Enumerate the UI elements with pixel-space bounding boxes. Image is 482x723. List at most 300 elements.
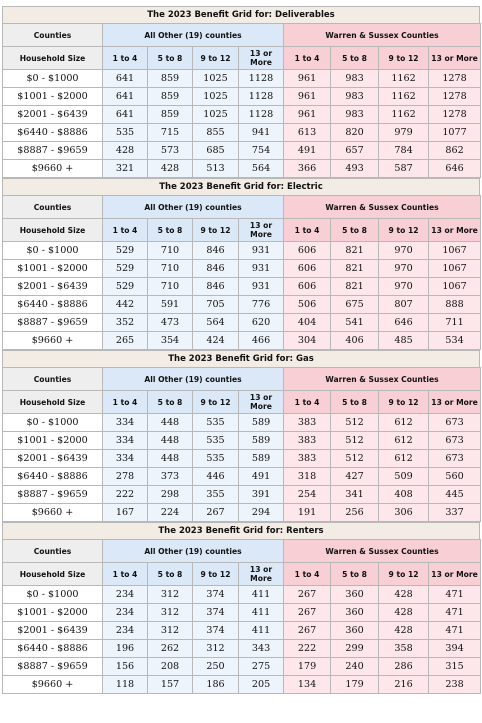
benefit-amount-cell: 222 xyxy=(103,486,148,504)
benefit-amount-cell: 535 xyxy=(193,414,239,432)
benefit-amount-cell: 334 xyxy=(103,414,148,432)
benefit-amount-cell: 196 xyxy=(103,640,148,658)
benefit-amount-cell: 1067 xyxy=(429,260,481,278)
table-row xyxy=(3,278,481,296)
household-size-header: Household Size xyxy=(3,563,103,586)
benefit-amount-cell: 529 xyxy=(103,242,148,260)
table-row xyxy=(3,414,481,432)
size-column-header: 5 to 8 xyxy=(148,47,193,70)
benefit-amount-cell: 254 xyxy=(284,486,331,504)
size-column-header: 9 to 12 xyxy=(193,47,239,70)
benefit-amount-cell: 1025 xyxy=(193,70,239,88)
benefit-amount-cell: 646 xyxy=(429,160,481,178)
benefit-amount-cell: 1077 xyxy=(429,124,481,142)
benefit-amount-cell: 299 xyxy=(331,640,379,658)
income-range-cell: $0 - $1000 xyxy=(3,414,103,432)
benefit-amount-cell: 485 xyxy=(379,332,429,350)
benefit-amount-cell: 298 xyxy=(148,486,193,504)
benefit-amount-cell: 612 xyxy=(379,432,429,450)
income-range-cell: $0 - $1000 xyxy=(3,70,103,88)
benefit-amount-cell: 222 xyxy=(284,640,331,658)
benefit-amount-cell: 360 xyxy=(331,622,379,640)
income-range-cell: $1001 - $2000 xyxy=(3,432,103,450)
counties-header: Counties xyxy=(3,196,103,219)
group-header-all-other: All Other (19) counties xyxy=(103,24,284,47)
benefit-amount-cell: 286 xyxy=(379,658,429,676)
table-row xyxy=(3,160,481,178)
benefit-amount-cell: 366 xyxy=(284,160,331,178)
size-column-header: 9 to 12 xyxy=(379,219,429,242)
benefit-amount-cell: 846 xyxy=(193,278,239,296)
benefit-amount-cell: 606 xyxy=(284,260,331,278)
benefit-amount-cell: 589 xyxy=(239,414,284,432)
benefit-amount-cell: 673 xyxy=(429,432,481,450)
benefit-amount-cell: 591 xyxy=(148,296,193,314)
benefit-amount-cell: 118 xyxy=(103,676,148,694)
benefit-amount-cell: 983 xyxy=(331,106,379,124)
benefit-amount-cell: 710 xyxy=(148,260,193,278)
size-column-header: 1 to 4 xyxy=(284,563,331,586)
benefit-amount-cell: 512 xyxy=(331,450,379,468)
table-row xyxy=(3,314,481,332)
benefit-amount-cell: 512 xyxy=(331,432,379,450)
benefit-amount-cell: 587 xyxy=(379,160,429,178)
benefit-amount-cell: 445 xyxy=(429,486,481,504)
benefit-amount-cell: 641 xyxy=(103,88,148,106)
benefit-amount-cell: 859 xyxy=(148,88,193,106)
benefit-amount-cell: 267 xyxy=(284,586,331,604)
benefit-amount-cell: 383 xyxy=(284,450,331,468)
income-range-cell: $9660 + xyxy=(3,332,103,350)
income-range-cell: $0 - $1000 xyxy=(3,242,103,260)
table-row xyxy=(3,504,481,522)
benefit-amount-cell: 1067 xyxy=(429,278,481,296)
size-column-header: 13 or More xyxy=(239,563,284,586)
benefit-amount-cell: 408 xyxy=(379,486,429,504)
benefit-amount-cell: 1128 xyxy=(239,70,284,88)
benefit-amount-cell: 334 xyxy=(103,450,148,468)
benefit-amount-cell: 862 xyxy=(429,142,481,160)
benefit-amount-cell: 970 xyxy=(379,278,429,296)
benefit-amount-cell: 541 xyxy=(331,314,379,332)
size-column-header: 1 to 4 xyxy=(284,219,331,242)
size-column-header: 9 to 12 xyxy=(379,391,429,414)
table-row xyxy=(3,142,481,160)
benefit-amount-cell: 820 xyxy=(331,124,379,142)
income-range-cell: $6440 - $8886 xyxy=(3,468,103,486)
benefit-amount-cell: 442 xyxy=(103,296,148,314)
benefit-amount-cell: 358 xyxy=(379,640,429,658)
benefit-amount-cell: 275 xyxy=(239,658,284,676)
table-row xyxy=(3,242,481,260)
benefit-amount-cell: 278 xyxy=(103,468,148,486)
benefit-amount-cell: 256 xyxy=(331,504,379,522)
benefit-amount-cell: 216 xyxy=(379,676,429,694)
benefit-amount-cell: 1162 xyxy=(379,88,429,106)
benefit-amount-cell: 240 xyxy=(331,658,379,676)
size-column-header: 13 or More xyxy=(429,47,481,70)
benefit-amount-cell: 513 xyxy=(193,160,239,178)
size-column-header: 5 to 8 xyxy=(331,219,379,242)
benefit-amount-cell: 341 xyxy=(331,486,379,504)
benefit-amount-cell: 612 xyxy=(379,414,429,432)
income-range-cell: $9660 + xyxy=(3,504,103,522)
table-row xyxy=(3,622,481,640)
benefit-amount-cell: 529 xyxy=(103,278,148,296)
benefit-amount-cell: 493 xyxy=(331,160,379,178)
benefit-amount-cell: 267 xyxy=(193,504,239,522)
benefit-amount-cell: 564 xyxy=(193,314,239,332)
size-column-header: 9 to 12 xyxy=(379,47,429,70)
grid-title: The 2023 Benefit Grid for: Gas xyxy=(2,350,480,367)
benefit-amount-cell: 391 xyxy=(239,486,284,504)
table-row xyxy=(3,658,481,676)
benefit-table xyxy=(2,195,481,350)
benefit-amount-cell: 1278 xyxy=(429,106,481,124)
benefit-amount-cell: 606 xyxy=(284,278,331,296)
table-row xyxy=(3,124,481,142)
benefit-amount-cell: 265 xyxy=(103,332,148,350)
benefit-amount-cell: 238 xyxy=(429,676,481,694)
benefit-amount-cell: 1278 xyxy=(429,70,481,88)
benefit-amount-cell: 776 xyxy=(239,296,284,314)
benefit-amount-cell: 941 xyxy=(239,124,284,142)
benefit-amount-cell: 1067 xyxy=(429,242,481,260)
counties-header: Counties xyxy=(3,540,103,563)
table-row xyxy=(3,450,481,468)
benefit-amount-cell: 535 xyxy=(193,450,239,468)
group-header-warren-sussex: Warren & Sussex Counties xyxy=(284,368,481,391)
benefit-amount-cell: 466 xyxy=(239,332,284,350)
benefit-amount-cell: 360 xyxy=(331,604,379,622)
benefit-amount-cell: 312 xyxy=(148,622,193,640)
benefit-amount-cell: 961 xyxy=(284,106,331,124)
benefit-amount-cell: 1162 xyxy=(379,70,429,88)
grid-title: The 2023 Benefit Grid for: Renters xyxy=(2,522,480,539)
group-header-warren-sussex: Warren & Sussex Counties xyxy=(284,24,481,47)
benefit-amount-cell: 315 xyxy=(429,658,481,676)
group-header-all-other: All Other (19) counties xyxy=(103,196,284,219)
group-header-all-other: All Other (19) counties xyxy=(103,540,284,563)
benefit-table xyxy=(2,367,481,522)
size-column-header: 1 to 4 xyxy=(284,47,331,70)
table-row xyxy=(3,432,481,450)
size-column-header: 5 to 8 xyxy=(331,47,379,70)
benefit-amount-cell: 471 xyxy=(429,586,481,604)
table-row xyxy=(3,604,481,622)
grid-title: The 2023 Benefit Grid for: Electric xyxy=(2,178,480,195)
benefit-amount-cell: 931 xyxy=(239,242,284,260)
income-range-cell: $2001 - $6439 xyxy=(3,278,103,296)
size-column-header: 5 to 8 xyxy=(148,391,193,414)
size-column-header: 9 to 12 xyxy=(193,391,239,414)
benefit-amount-cell: 448 xyxy=(148,450,193,468)
size-column-header: 9 to 12 xyxy=(193,219,239,242)
income-range-cell: $8887 - $9659 xyxy=(3,142,103,160)
table-row xyxy=(3,88,481,106)
benefit-amount-cell: 675 xyxy=(331,296,379,314)
size-column-header: 13 or More xyxy=(239,47,284,70)
benefit-amount-cell: 560 xyxy=(429,468,481,486)
benefit-amount-cell: 673 xyxy=(429,414,481,432)
benefit-amount-cell: 646 xyxy=(379,314,429,332)
income-range-cell: $2001 - $6439 xyxy=(3,450,103,468)
benefit-amount-cell: 859 xyxy=(148,106,193,124)
group-header-warren-sussex: Warren & Sussex Counties xyxy=(284,540,481,563)
benefit-amount-cell: 134 xyxy=(284,676,331,694)
benefit-amount-cell: 564 xyxy=(239,160,284,178)
benefit-amount-cell: 710 xyxy=(148,242,193,260)
size-column-header: 5 to 8 xyxy=(331,391,379,414)
table-row xyxy=(3,468,481,486)
benefit-amount-cell: 355 xyxy=(193,486,239,504)
benefit-amount-cell: 304 xyxy=(284,332,331,350)
income-range-cell: $1001 - $2000 xyxy=(3,88,103,106)
size-column-header: 1 to 4 xyxy=(103,219,148,242)
benefit-amount-cell: 157 xyxy=(148,676,193,694)
benefit-amount-cell: 754 xyxy=(239,142,284,160)
size-column-header: 13 or More xyxy=(239,391,284,414)
benefit-amount-cell: 715 xyxy=(148,124,193,142)
benefit-amount-cell: 512 xyxy=(331,414,379,432)
benefit-amount-cell: 428 xyxy=(148,160,193,178)
counties-header: Counties xyxy=(3,368,103,391)
table-row xyxy=(3,296,481,314)
benefit-amount-cell: 312 xyxy=(148,586,193,604)
benefit-amount-cell: 448 xyxy=(148,432,193,450)
benefit-amount-cell: 821 xyxy=(331,260,379,278)
benefit-amount-cell: 374 xyxy=(193,586,239,604)
size-column-header: 9 to 12 xyxy=(193,563,239,586)
benefit-amount-cell: 473 xyxy=(148,314,193,332)
table-row xyxy=(3,260,481,278)
income-range-cell: $8887 - $9659 xyxy=(3,658,103,676)
benefit-amount-cell: 983 xyxy=(331,70,379,88)
benefit-table xyxy=(2,539,481,694)
benefit-amount-cell: 394 xyxy=(429,640,481,658)
group-header-warren-sussex: Warren & Sussex Counties xyxy=(284,196,481,219)
size-column-header: 1 to 4 xyxy=(103,391,148,414)
income-range-cell: $6440 - $8886 xyxy=(3,124,103,142)
benefit-amount-cell: 186 xyxy=(193,676,239,694)
benefit-amount-cell: 411 xyxy=(239,604,284,622)
benefit-amount-cell: 343 xyxy=(239,640,284,658)
benefit-amount-cell: 321 xyxy=(103,160,148,178)
benefit-amount-cell: 191 xyxy=(284,504,331,522)
size-column-header: 13 or More xyxy=(429,563,481,586)
benefit-amount-cell: 334 xyxy=(103,432,148,450)
benefit-amount-cell: 685 xyxy=(193,142,239,160)
table-row xyxy=(3,106,481,124)
benefit-amount-cell: 471 xyxy=(429,622,481,640)
benefit-amount-cell: 383 xyxy=(284,432,331,450)
benefit-amount-cell: 373 xyxy=(148,468,193,486)
benefit-amount-cell: 931 xyxy=(239,278,284,296)
benefit-amount-cell: 821 xyxy=(331,242,379,260)
benefit-amount-cell: 979 xyxy=(379,124,429,142)
benefit-amount-cell: 855 xyxy=(193,124,239,142)
income-range-cell: $0 - $1000 xyxy=(3,586,103,604)
benefit-amount-cell: 846 xyxy=(193,260,239,278)
benefit-amount-cell: 710 xyxy=(148,278,193,296)
benefit-amount-cell: 1025 xyxy=(193,88,239,106)
counties-header: Counties xyxy=(3,24,103,47)
table-row xyxy=(3,332,481,350)
benefit-amount-cell: 573 xyxy=(148,142,193,160)
size-column-header: 1 to 4 xyxy=(103,47,148,70)
benefit-amount-cell: 641 xyxy=(103,106,148,124)
size-column-header: 13 or More xyxy=(429,391,481,414)
benefit-amount-cell: 427 xyxy=(331,468,379,486)
income-range-cell: $1001 - $2000 xyxy=(3,260,103,278)
benefit-amount-cell: 424 xyxy=(193,332,239,350)
grid-title: The 2023 Benefit Grid for: Deliverables xyxy=(2,6,480,23)
benefit-amount-cell: 821 xyxy=(331,278,379,296)
benefit-amount-cell: 312 xyxy=(148,604,193,622)
income-range-cell: $8887 - $9659 xyxy=(3,486,103,504)
benefit-amount-cell: 428 xyxy=(103,142,148,160)
benefit-amount-cell: 535 xyxy=(103,124,148,142)
benefit-amount-cell: 606 xyxy=(284,242,331,260)
benefit-amount-cell: 711 xyxy=(429,314,481,332)
benefit-amount-cell: 234 xyxy=(103,586,148,604)
benefit-amount-cell: 428 xyxy=(379,586,429,604)
size-column-header: 1 to 4 xyxy=(284,391,331,414)
benefit-amount-cell: 156 xyxy=(103,658,148,676)
benefit-amount-cell: 262 xyxy=(148,640,193,658)
benefit-amount-cell: 446 xyxy=(193,468,239,486)
household-size-header: Household Size xyxy=(3,47,103,70)
benefit-amount-cell: 970 xyxy=(379,260,429,278)
benefit-amount-cell: 448 xyxy=(148,414,193,432)
benefit-amount-cell: 888 xyxy=(429,296,481,314)
benefit-amount-cell: 337 xyxy=(429,504,481,522)
benefit-amount-cell: 205 xyxy=(239,676,284,694)
benefit-amount-cell: 807 xyxy=(379,296,429,314)
benefit-amount-cell: 352 xyxy=(103,314,148,332)
benefit-amount-cell: 506 xyxy=(284,296,331,314)
income-range-cell: $6440 - $8886 xyxy=(3,296,103,314)
benefit-grid-section xyxy=(2,350,480,522)
benefit-amount-cell: 491 xyxy=(284,142,331,160)
benefit-grids xyxy=(2,0,480,694)
benefit-amount-cell: 673 xyxy=(429,450,481,468)
benefit-amount-cell: 1025 xyxy=(193,106,239,124)
benefit-amount-cell: 657 xyxy=(331,142,379,160)
benefit-amount-cell: 983 xyxy=(331,88,379,106)
benefit-amount-cell: 374 xyxy=(193,622,239,640)
benefit-amount-cell: 529 xyxy=(103,260,148,278)
benefit-amount-cell: 406 xyxy=(331,332,379,350)
benefit-amount-cell: 250 xyxy=(193,658,239,676)
benefit-amount-cell: 961 xyxy=(284,70,331,88)
benefit-table xyxy=(2,23,481,178)
size-column-header: 5 to 8 xyxy=(148,563,193,586)
size-column-header: 13 or More xyxy=(429,219,481,242)
benefit-grid-section xyxy=(2,178,480,350)
table-row xyxy=(3,70,481,88)
household-size-header: Household Size xyxy=(3,391,103,414)
benefit-amount-cell: 970 xyxy=(379,242,429,260)
benefit-amount-cell: 784 xyxy=(379,142,429,160)
benefit-amount-cell: 1278 xyxy=(429,88,481,106)
income-range-cell: $2001 - $6439 xyxy=(3,622,103,640)
benefit-amount-cell: 589 xyxy=(239,432,284,450)
benefit-grid-section xyxy=(2,6,480,178)
benefit-amount-cell: 179 xyxy=(284,658,331,676)
income-range-cell: $9660 + xyxy=(3,160,103,178)
benefit-amount-cell: 1162 xyxy=(379,106,429,124)
size-column-header: 1 to 4 xyxy=(103,563,148,586)
benefit-amount-cell: 411 xyxy=(239,622,284,640)
size-column-header: 5 to 8 xyxy=(148,219,193,242)
benefit-amount-cell: 612 xyxy=(379,450,429,468)
income-range-cell: $2001 - $6439 xyxy=(3,106,103,124)
benefit-amount-cell: 383 xyxy=(284,414,331,432)
household-size-header: Household Size xyxy=(3,219,103,242)
benefit-amount-cell: 224 xyxy=(148,504,193,522)
table-row xyxy=(3,640,481,658)
benefit-amount-cell: 404 xyxy=(284,314,331,332)
table-row xyxy=(3,486,481,504)
benefit-amount-cell: 360 xyxy=(331,586,379,604)
size-column-header: 13 or More xyxy=(239,219,284,242)
benefit-amount-cell: 613 xyxy=(284,124,331,142)
benefit-amount-cell: 411 xyxy=(239,586,284,604)
benefit-amount-cell: 534 xyxy=(429,332,481,350)
benefit-amount-cell: 705 xyxy=(193,296,239,314)
benefit-amount-cell: 306 xyxy=(379,504,429,522)
benefit-amount-cell: 267 xyxy=(284,604,331,622)
benefit-grid-section xyxy=(2,522,480,694)
benefit-amount-cell: 374 xyxy=(193,604,239,622)
benefit-amount-cell: 1128 xyxy=(239,106,284,124)
income-range-cell: $8887 - $9659 xyxy=(3,314,103,332)
size-column-header: 9 to 12 xyxy=(379,563,429,586)
benefit-amount-cell: 620 xyxy=(239,314,284,332)
benefit-amount-cell: 846 xyxy=(193,242,239,260)
benefit-amount-cell: 312 xyxy=(193,640,239,658)
benefit-amount-cell: 535 xyxy=(193,432,239,450)
benefit-amount-cell: 641 xyxy=(103,70,148,88)
benefit-amount-cell: 294 xyxy=(239,504,284,522)
benefit-amount-cell: 428 xyxy=(379,604,429,622)
benefit-amount-cell: 318 xyxy=(284,468,331,486)
benefit-amount-cell: 589 xyxy=(239,450,284,468)
table-row xyxy=(3,676,481,694)
group-header-all-other: All Other (19) counties xyxy=(103,368,284,391)
benefit-amount-cell: 234 xyxy=(103,604,148,622)
benefit-amount-cell: 471 xyxy=(429,604,481,622)
benefit-amount-cell: 208 xyxy=(148,658,193,676)
table-row xyxy=(3,586,481,604)
benefit-amount-cell: 931 xyxy=(239,260,284,278)
income-range-cell: $1001 - $2000 xyxy=(3,604,103,622)
benefit-amount-cell: 234 xyxy=(103,622,148,640)
benefit-amount-cell: 354 xyxy=(148,332,193,350)
benefit-amount-cell: 428 xyxy=(379,622,429,640)
benefit-amount-cell: 267 xyxy=(284,622,331,640)
income-range-cell: $6440 - $8886 xyxy=(3,640,103,658)
benefit-amount-cell: 859 xyxy=(148,70,193,88)
benefit-amount-cell: 1128 xyxy=(239,88,284,106)
benefit-amount-cell: 961 xyxy=(284,88,331,106)
size-column-header: 5 to 8 xyxy=(331,563,379,586)
benefit-amount-cell: 491 xyxy=(239,468,284,486)
income-range-cell: $9660 + xyxy=(3,676,103,694)
benefit-amount-cell: 509 xyxy=(379,468,429,486)
benefit-amount-cell: 167 xyxy=(103,504,148,522)
